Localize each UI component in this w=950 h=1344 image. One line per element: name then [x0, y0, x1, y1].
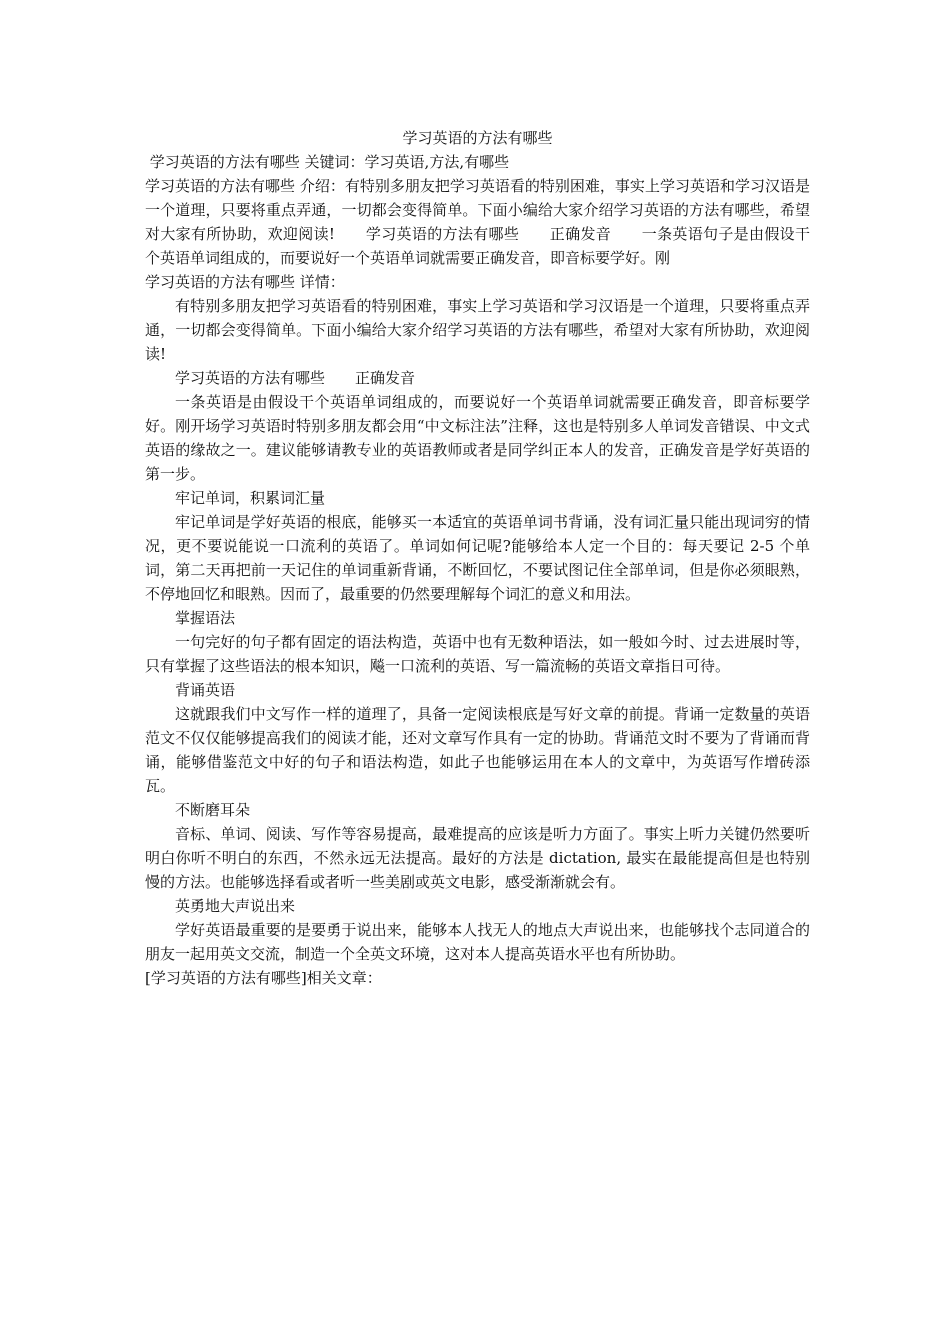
section-body-pronunciation: 一条英语是由假设干个英语单词组成的，而要说好一个英语单词就需要正确发音，即音标要学好。刚开场学习英语时特别多朋友都会用“中文标注法”注释，这也是特别多人单词发音错误、中文式英语的缘故之一。建议能够请教专业的英语教师或者是同学纠正本人的发音，正确发音是学好英语的第一步。 [145, 393, 810, 483]
section-heading-recitation: 背诵英语 [175, 681, 236, 699]
section-heading-grammar: 掌握语法 [175, 609, 236, 627]
document-page [145, 126, 810, 990]
section-body-recitation: 这就跟我们中文写作一样的道理了，具备一定阅读根底是写好文章的前提。背诵一定数量的英语范文不仅仅能够提高我们的阅读才能，还对文章写作具有一定的协助。背诵范文时不要为了背诵而背诵，能够借鉴范文中好的句子和语法构造，如此子也能够运用在本人的文章中，为英语写作增砖添瓦。 [145, 705, 810, 795]
related-articles-label: [学习英语的方法有哪些]相关文章： [145, 969, 382, 987]
section-body-grammar: 一句完好的句子都有固定的语法构造，英语中也有无数种语法，如一般如今时、过去进展时等，只有掌握了这些语法的根本知识，飚一口流利的英语、写一篇流畅的英语文章指日可待。 [145, 633, 810, 675]
detail-label: 学习英语的方法有哪些 详情： [145, 273, 345, 291]
section-heading-speaking: 英勇地大声说出来 [175, 897, 296, 915]
section-heading-vocabulary: 牢记单词，积累词汇量 [175, 489, 326, 507]
section-body-listening: 音标、单词、阅读、写作等容易提高，最难提高的应该是听力方面了。事实上听力关键仍然要听明白你听不明白的东西，不然永远无法提高。最好的方法是 dictation, 最实在最能提高但是也特别慢的方法。也能够选择看或者听一些美剧或英文电影，感受渐渐就会有。 [145, 825, 810, 891]
intro-paragraph: 学习英语的方法有哪些 介绍：有特别多朋友把学习英语看的特别困难，事实上学习英语和学习汉语是一个道理，只要将重点弄通，一切都会变得简单。下面小编给大家介绍学习英语的方法有哪些，希望对大家有所协助，欢迎阅读! 学习英语的方法有哪些 正确发音 一条英语句子是由假设干个英语单词组成的，而要说好一个英语单词就需要正确发音，即音标要学好。刚 [145, 177, 810, 267]
document-title: 学习英语的方法有哪些 [402, 129, 553, 147]
section-body-speaking: 学好英语最重要的是要勇于说出来，能够本人找无人的地点大声说出来，也能够找个志同道合的朋友一起用英文交流，制造一个全英文环境，这对本人提高英语水平也有所协助。 [145, 921, 810, 963]
keywords-line: 学习英语的方法有哪些 关键词：学习英语,方法,有哪些 [145, 153, 510, 171]
detail-intro-paragraph: 有特别多朋友把学习英语看的特别困难，事实上学习英语和学习汉语是一个道理，只要将重点弄通，一切都会变得简单。下面小编给大家介绍学习英语的方法有哪些，希望对大家有所协助，欢迎阅读! [145, 297, 810, 363]
section-heading-pronunciation: 学习英语的方法有哪些 正确发音 [175, 369, 416, 387]
section-heading-listening: 不断磨耳朵 [175, 801, 251, 819]
section-body-vocabulary: 牢记单词是学好英语的根底，能够买一本适宜的英语单词书背诵，没有词汇量只能出现词穷的情况，更不要说能说一口流利的英语了。单词如何记呢?能够给本人定一个目的：每天要记 2-5 个单词，第二天再把前一天记住的单词重新背诵，不断回忆，不要试图记住全部单词，但是你必须眼熟，不停地回忆和眼熟。因而了，最重要的仍然要理解每个词汇的意义和用法。 [145, 513, 810, 603]
